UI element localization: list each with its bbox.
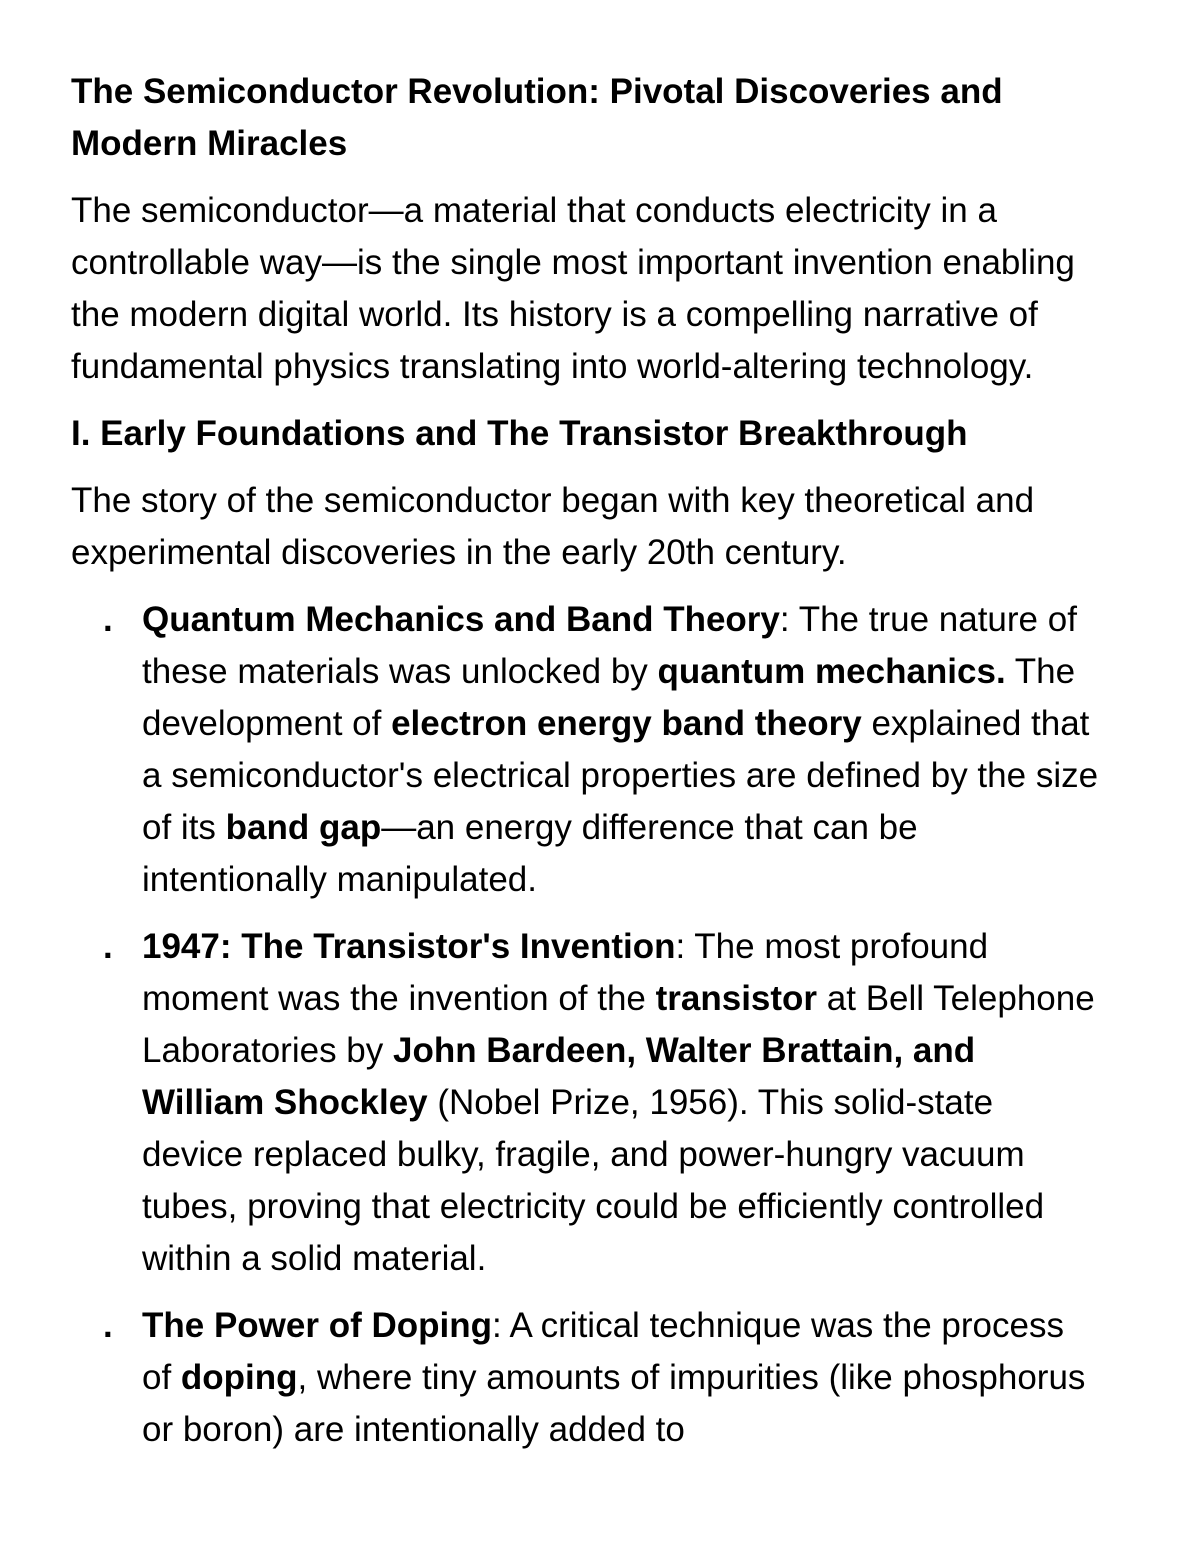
item-text: , where tiny amounts of impurities (like phosphorus or boron) are intentionally added to	[142, 1358, 1086, 1449]
item-text: : The most profound moment was the invention of the	[142, 927, 989, 1018]
item-lead: 1947: The Transistor's Invention	[142, 927, 676, 966]
item-text: —an energy difference that can be intentionally manipulated.	[142, 808, 918, 899]
item-text: : A critical technique was the process of	[142, 1306, 1064, 1397]
bullet-list	[71, 594, 1131, 1456]
bullet-marker: .	[103, 1306, 113, 1345]
intro-paragraph: The semiconductor—a material that conducts electricity in a controllable way—is the single most important invention enabling the modern digital world. Its history is a compelling narrative of fundamental physics translating into world-altering technology.	[71, 191, 1075, 386]
document-page	[71, 66, 1131, 1471]
list-item	[71, 594, 1102, 906]
item-lead: Quantum Mechanics and Band Theory	[142, 600, 780, 639]
item-bold-text: electron energy band theory	[391, 704, 862, 743]
item-bold-text: quantum mechanics.	[657, 652, 1006, 691]
item-lead: The Power of Doping	[142, 1306, 492, 1345]
item-text: The development of	[142, 652, 1076, 743]
document-title: The Semiconductor Revolution: Pivotal Discoveries and Modern Miracles	[71, 72, 1003, 163]
item-text: : The true nature of these materials was unlocked by	[142, 600, 1077, 691]
section-intro-paragraph: The story of the semiconductor began with key theoretical and experimental discoveries in the early 20th century.	[71, 481, 1035, 572]
item-bold-text: doping	[180, 1358, 298, 1397]
item-bold-text: John Bardeen, Walter Brattain, and William Shockley	[142, 1031, 976, 1122]
item-text: at Bell Telephone Laboratories by	[142, 979, 1095, 1070]
item-bold-text: band gap	[225, 808, 382, 847]
bullet-marker: .	[103, 927, 113, 966]
item-text: explained that a semiconductor's electrical properties are defined by the size of its	[142, 704, 1099, 847]
bullet-marker: .	[103, 600, 113, 639]
item-text: (Nobel Prize, 1956). This solid-state device replaced bulky, fragile, and power-hungry vacuum tubes, proving that electricity could be efficiently controlled within a solid material.	[142, 1083, 1045, 1278]
item-bold-text: transistor	[655, 979, 818, 1018]
section-heading: I. Early Foundations and The Transistor Breakthrough	[71, 414, 968, 453]
list-item	[71, 921, 1102, 1285]
list-item	[71, 1300, 1102, 1456]
